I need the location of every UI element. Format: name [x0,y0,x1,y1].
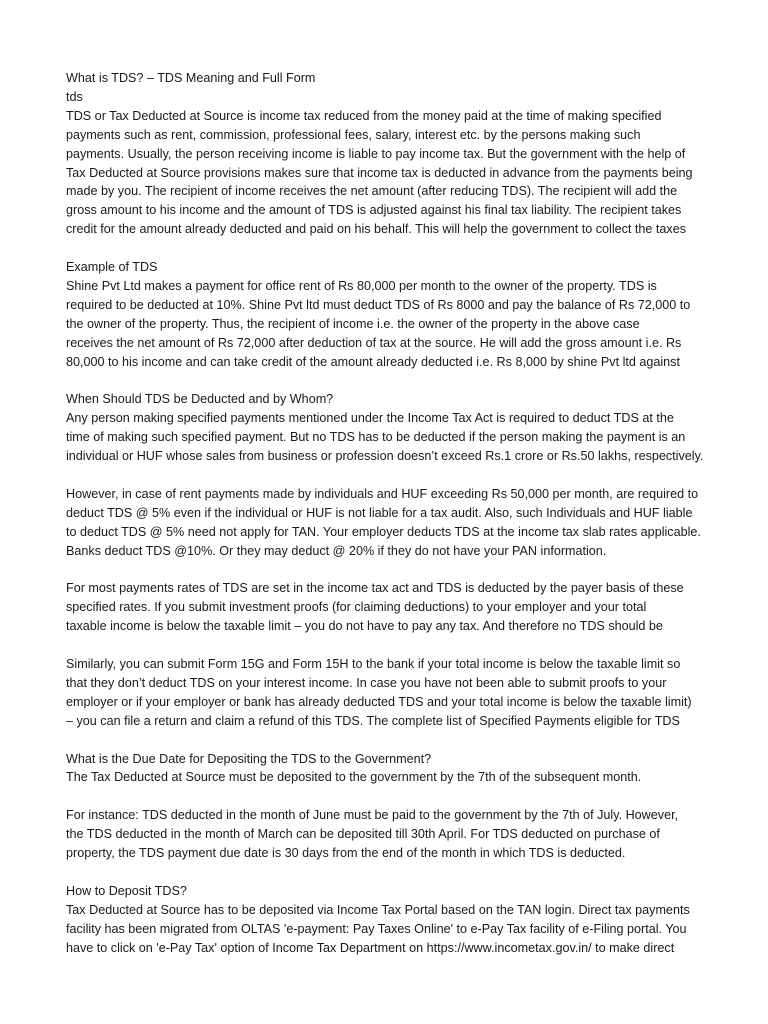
text-line: that they don’t deduct TDS on your interest income. In case you have not been able to submit proofs to your [66,675,667,690]
text-line: employer or if your employer or bank has already deducted TDS and your total income is below the taxable limit) [66,694,692,709]
text-line: What is the Due Date for Depositing the TDS to the Government? [66,751,432,766]
text-line: For most payments rates of TDS are set in the income tax act and TDS is deducted by the payer basis of these [66,581,684,596]
text-line: The Tax Deducted at Source must be deposited to the government by the 7th of the subsequent month. [66,770,642,785]
text-line: have to click on 'e-Pay Tax' option of Income Tax Department on https://www.incometax.gov.in/ to make direct [66,940,675,955]
text-line: 80,000 to his income and can take credit of the amount already deducted i.e. Rs 8,000 by shine Pvt ltd against [66,354,680,369]
paragraph-gap [66,636,716,655]
text-line: However, in case of rent payments made by individuals and HUF exceeding Rs 50,000 per month, are required to [66,486,699,501]
paragraph-gap [66,787,716,806]
text-line: Shine Pvt Ltd makes a payment for office rent of Rs 80,000 per month to the owner of the property. TDS is [66,278,657,293]
text-line: the TDS deducted in the month of March can be deposited till 30th April. For TDS deducted on purchase of [66,827,660,842]
text-line: Example of TDS [66,260,158,275]
paragraph-gap [66,466,716,485]
paragraph-gap [66,239,716,258]
text-line: Any person making specified payments mentioned under the Income Tax Act is required to deduct TDS at the [66,411,674,426]
text-line: Similarly, you can submit Form 15G and Form 15H to the bank if your total income is below the taxable limit so [66,657,681,672]
text-line: specified rates. If you submit investment proofs (for claiming deductions) to your employer and your total [66,600,647,615]
paragraph-gap [66,731,716,750]
text-line: receives the net amount of Rs 72,000 after deduction of tax at the source. He will add the gross amount i.e. Rs [66,335,682,350]
text-line: payments such as rent, commission, professional fees, salary, interest etc. by the persons making such [66,127,641,142]
text-line: Tax Deducted at Source has to be deposited via Income Tax Portal based on the TAN login. Direct tax payments [66,902,690,917]
document-page [66,69,716,957]
text-line: the owner of the property. Thus, the recipient of income i.e. the owner of the property in the above case [66,316,640,331]
text-line: facility has been migrated from OLTAS 'e-payment: Pay Taxes Online' to e-Pay Tax facility of e-Filing portal. You [66,921,687,936]
text-line: to deduct TDS @ 5% need not apply for TAN. Your employer deducts TDS at the income tax slab rates applicable. [66,524,701,539]
text-line: individual or HUF whose sales from business or profession doesn’t exceed Rs.1 crore or Rs.50 lakhs, respectively. [66,449,704,464]
paragraph-gap [66,371,716,390]
text-line: TDS or Tax Deducted at Source is income tax reduced from the money paid at the time of making specified [66,108,662,123]
text-line: made by you. The recipient of income receives the net amount (after reducing TDS). The recipient will add the [66,184,678,199]
text-line: payments. Usually, the person receiving income is liable to pay income tax. But the government with the help of [66,146,686,161]
text-line: Banks deduct TDS @10%. Or they may deduct @ 20% if they do not have your PAN information. [66,543,607,558]
paragraph-gap [66,863,716,882]
text-line: required to be deducted at 10%. Shine Pvt ltd must deduct TDS of Rs 8000 and pay the balance of Rs 72,000 to [66,297,691,312]
paragraph-gap [66,561,716,580]
text-line: credit for the amount already deducted and paid on his behalf. This will help the government to collect the taxes [66,222,687,237]
text-line: – you can file a return and claim a refund of this TDS. The complete list of Specified Payments eligible for TDS [66,713,680,728]
text-line: When Should TDS be Deducted and by Whom? [66,392,334,407]
text-line: tds [66,89,83,104]
text-line: gross amount to his income and the amount of TDS is adjusted against his final tax liability. The recipient takes [66,203,682,218]
text-line: property, the TDS payment due date is 30 days from the end of the month in which TDS is deducted. [66,846,626,861]
text-line: What is TDS? – TDS Meaning and Full Form [66,71,316,85]
text-line: time of making such specified payment. But no TDS has to be deducted if the person making the payment is an [66,430,686,445]
text-line: How to Deposit TDS? [66,883,187,898]
text-line: For instance: TDS deducted in the month of June must be paid to the government by the 7th of July. However, [66,808,679,823]
text-line: Tax Deducted at Source provisions makes sure that income tax is deducted in advance from the payments being [66,165,693,180]
text-line: taxable income is below the taxable limit – you do not have to pay any tax. And therefore no TDS should be [66,619,663,634]
text-line: deduct TDS @ 5% even if the individual or HUF is not liable for a tax audit. Also, such Individuals and HUF liable [66,505,693,520]
